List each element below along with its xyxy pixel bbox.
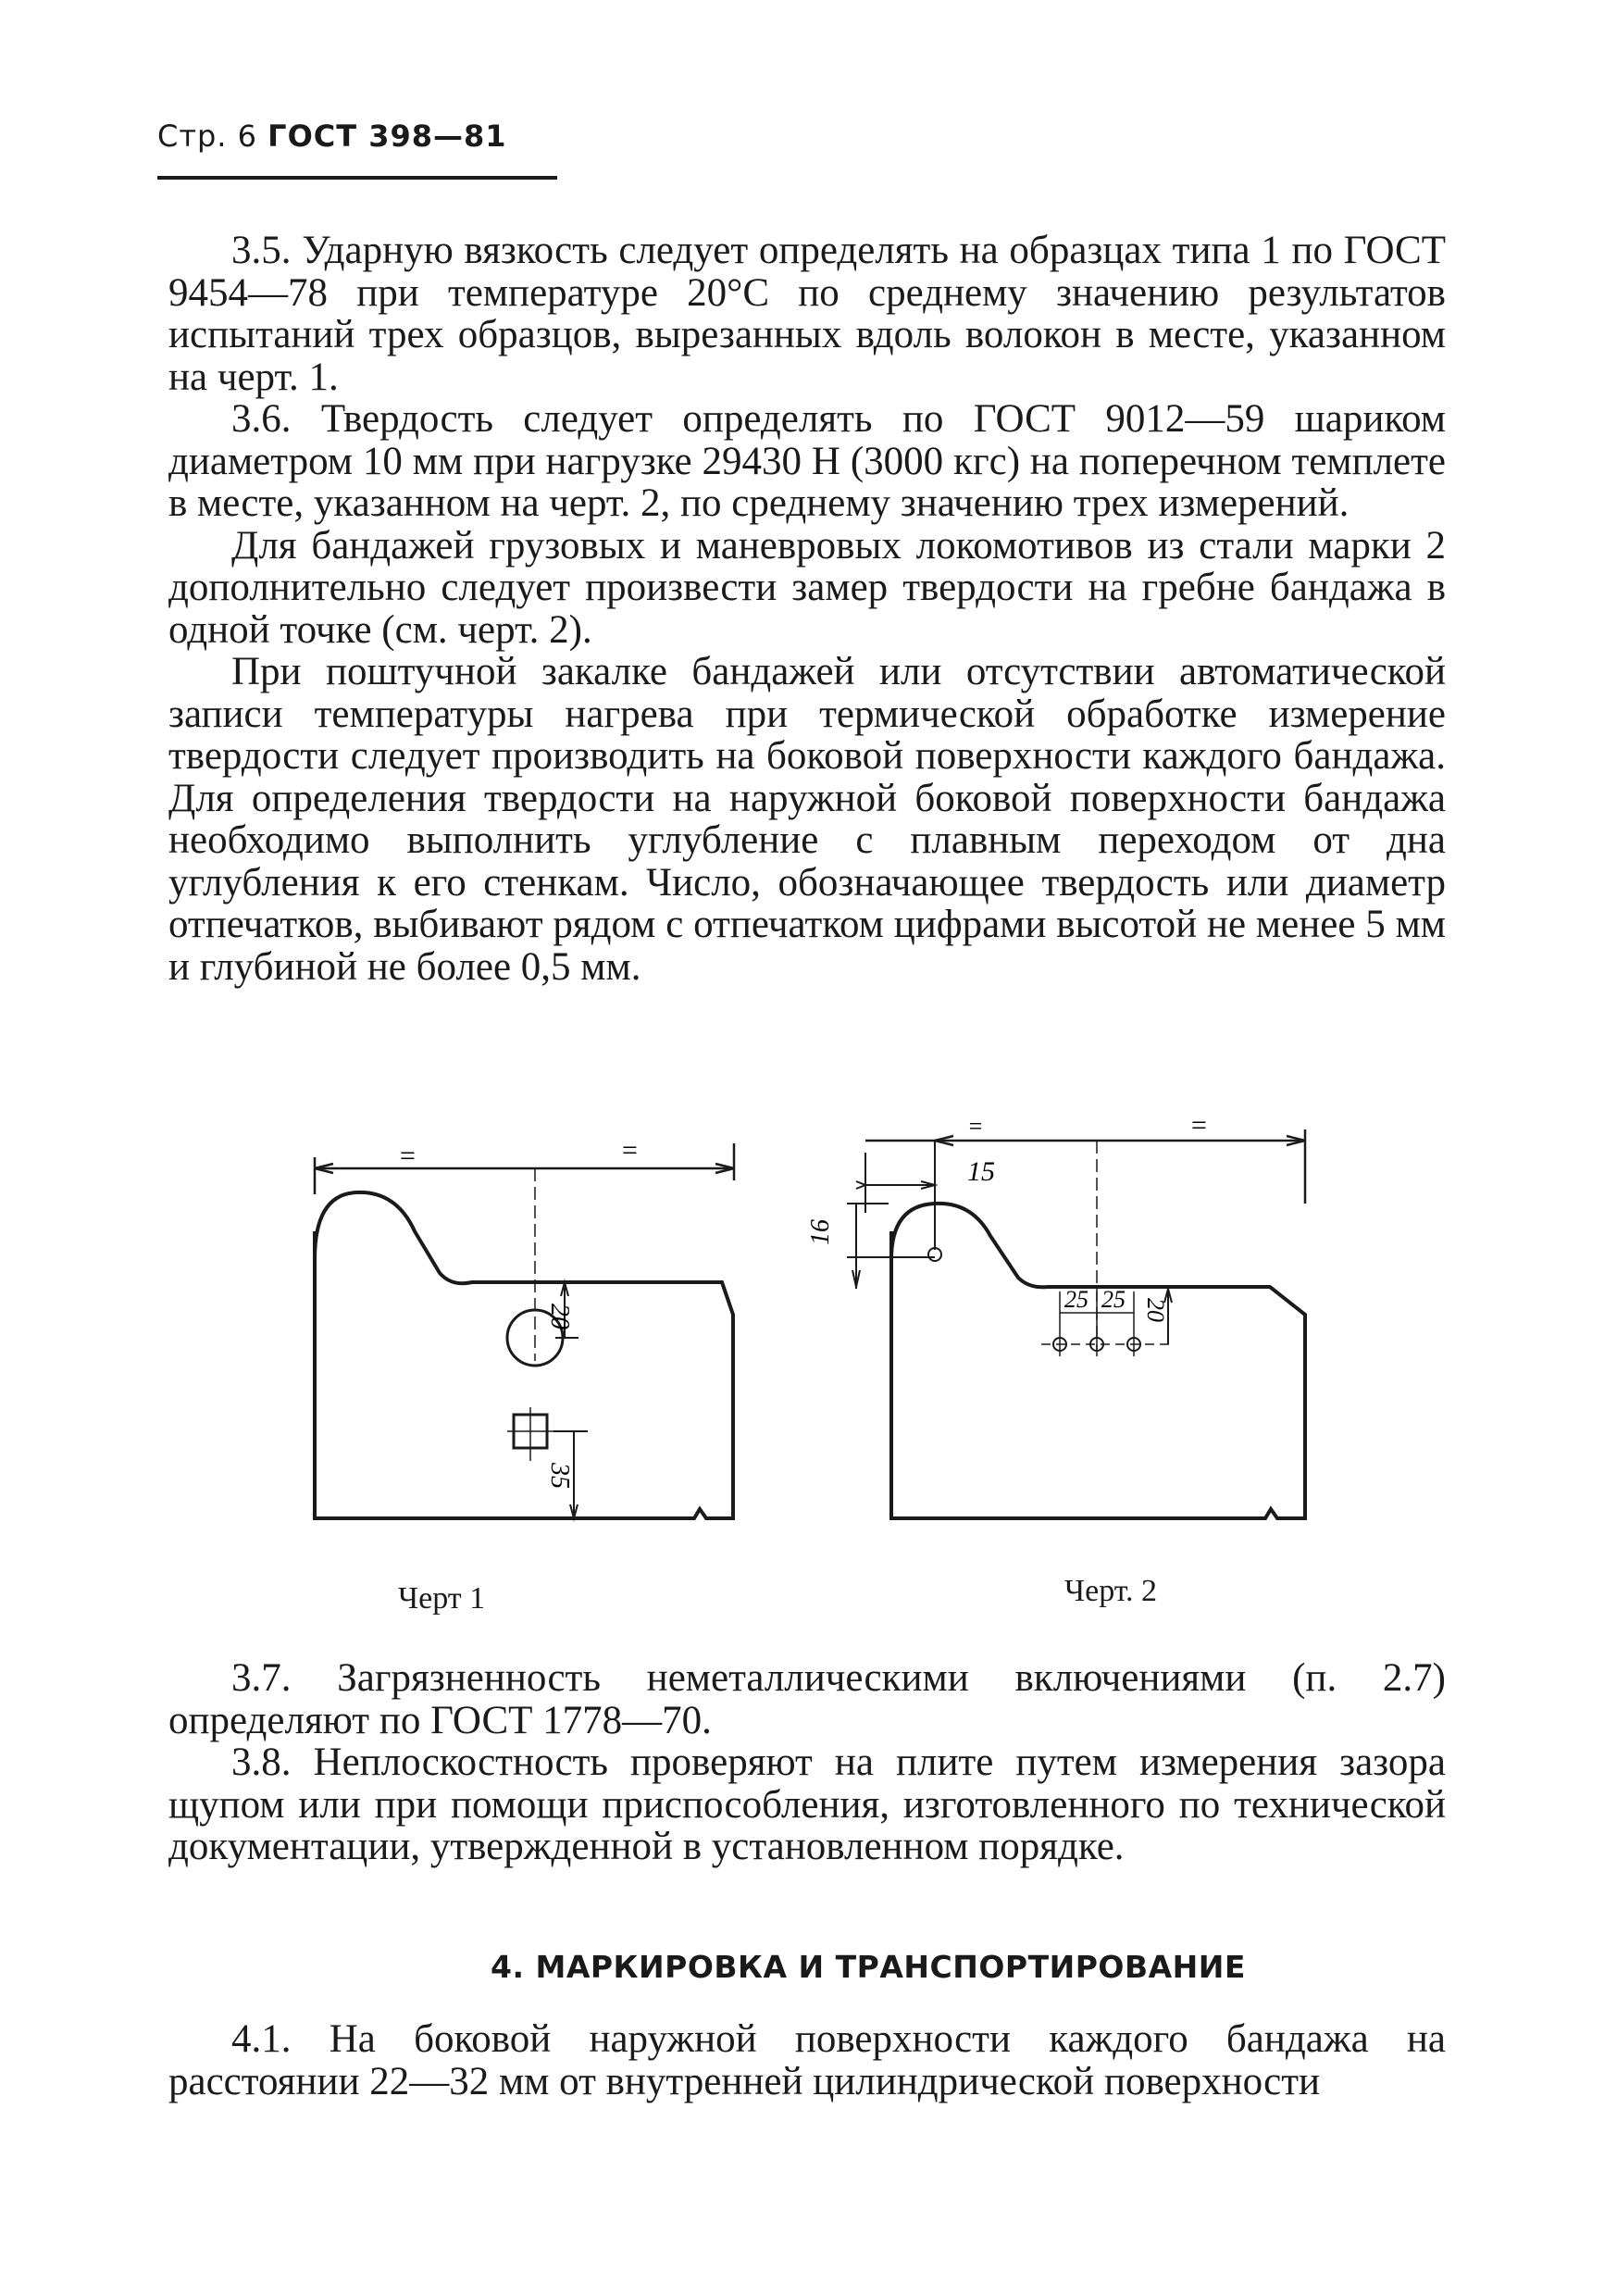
paragraph-3-8: 3.8. Неплоскостность проверяют на плите путем измерения зазора щупом или при помощи приспособления, изготовленного по технической документации, утвержденной в установленном порядке.	[168, 1741, 1446, 1868]
fig2-profile	[891, 1204, 1305, 1518]
fig1-dim-20: 20	[545, 1304, 574, 1329]
fig2-point-2	[1090, 1338, 1103, 1351]
fig1-impact-sample	[507, 1310, 563, 1366]
fig2-crest-point	[928, 1248, 941, 1261]
fig2-dim-25a: 25	[1064, 1286, 1088, 1313]
text-block-section-4	[168, 2018, 1446, 2103]
fig2-point-3	[1127, 1338, 1140, 1351]
page-header	[157, 119, 507, 154]
fig1-hardness-sample	[514, 1415, 547, 1448]
page-label: Стр. 6	[157, 119, 257, 154]
paragraph-hardness-side: При поштучной закалке бандажей или отсутствии автоматической записи температуры нагрева при термической обработке измерение твердости следует производить на боковой поверхности каждого бандажа. Для определения твердости на наружной боковой поверхности бандажа необходимо выполнить углубление с плавным переходом от дна углубления к его стенкам. Число, обозначающее твердость или диаметр отпечатков, выбивают рядом с отпечатком цифрами высотой не менее 5 мм и глубиной не более 0,5 мм.	[168, 650, 1446, 989]
fig1-dim-35: 35	[545, 1463, 574, 1489]
fig1-dim-equal-right: =	[620, 1135, 640, 1166]
fig2-dim-equal-left: =	[967, 1113, 984, 1140]
fig2-dim-20: 20	[1142, 1298, 1169, 1322]
fig1-profile	[315, 1192, 733, 1518]
header-rule	[157, 176, 557, 180]
figure-2-caption: Черт. 2	[1064, 1574, 1158, 1608]
paragraph-hardness-crest: Для бандажей грузовых и маневровых локомотивов из стали марки 2 дополнительно следует произвести замер твердости на гребне бандажа в одной точке (см. черт. 2).	[168, 523, 1446, 652]
fig2-point-1	[1053, 1338, 1066, 1351]
section-4-title: 4. МАРКИРОВКА И ТРАНСПОРТИРОВАНИЕ	[491, 1949, 1246, 1985]
text-block-bottom	[168, 1657, 1446, 1868]
fig2-dim-25b: 25	[1101, 1286, 1126, 1313]
paragraph-4-1: 4.1. На боковой наружной поверхности каждого бандажа на расстоянии 22—32 мм от внутренней цилиндрической поверхности	[168, 2017, 1446, 2103]
fig2-dim-equal-right: =	[1189, 1110, 1209, 1141]
standard-number: ГОСТ 398—81	[267, 119, 507, 154]
figure-1-caption: Черт 1	[398, 1581, 486, 1616]
text-block-top	[168, 230, 1446, 988]
fig1-dim-equal-left: =	[398, 1141, 417, 1171]
fig2-dim-15: 15	[967, 1156, 995, 1187]
paragraph-3-7: 3.7. Загрязненность неметаллическими включениями (п. 2.7) определяют по ГОСТ 1778—70.	[168, 1656, 1446, 1742]
paragraph-3-5: 3.5. Ударную вязкость следует определять на образцах типа 1 по ГОСТ 9454—78 при температуре 20°С по среднему значению результатов испытаний трех образцов, вырезанных вдоль волокон в месте, указанном на черт. 1.	[168, 229, 1446, 399]
paragraph-3-6: 3.6. Твердость следует определять по ГОСТ 9012—59 шариком диаметром 10 мм при нагрузке 29430 Н (3000 кгс) на поперечном темплете в месте, указанном на черт. 2, по среднему значению трех измерений.	[168, 397, 1446, 525]
fig2-dim-16: 16	[806, 1219, 835, 1245]
